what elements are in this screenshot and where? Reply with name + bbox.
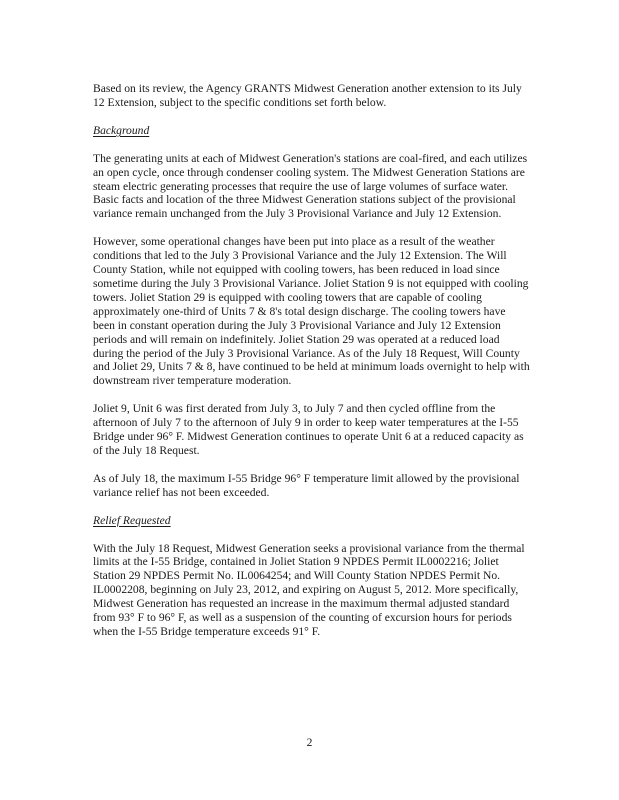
document-body [93,82,530,653]
background-heading [93,124,530,138]
background-paragraph-1: The generating units at each of Midwest Generation's stations are coal-fired, and each utilizes an open cycle, once through condenser cooling system. The Midwest Generation Stations are steam electric generating processes that require the use of large volumes of surface water. Basic facts and location of the three Midwest Generation stations subject of the provisional variance remain unchanged from the July 3 Provisional Variance and July 12 Extension. [93,151,528,221]
background-paragraph-2: However, some operational changes have been put into place as a result of the weather conditions that led to the July 3 Provisional Variance and the July 12 Extension. The Will County Station, while not equipped with cooling towers, has been reduced in load since sometime during the July 3 Provisional Variance. Joliet Station 9 is not equipped with cooling towers. Joliet Station 29 is equipped with cooling towers that are capable of cooling approximately one-third of Units 7 & 8's total design discharge. The cooling towers have been in constant operation during the July 3 Provisional Variance and July 12 Extension periods and will remain on indefinitely. Joliet Station 29 was operated at a reduced load during the period of the July 3 Provisional Variance. As of the July 18 Request, Will County and Joliet 29, Units 7 & 8, have continued to be held at minimum loads overnight to help with downstream river temperature moderation. [93,235,530,388]
relief-heading-text: Relief Requested [93,513,171,527]
page-number: 2 [306,736,313,749]
background-paragraph-4: As of July 18, the maximum I-55 Bridge 96° F temperature limit allowed by the provisional variance relief has not been exceeded. [93,471,520,499]
relief-paragraph-1: With the July 18 Request, Midwest Generation seeks a provisional variance from the thermal limits at the I-55 Bridge, contained in Joliet Station 9 NPDES Permit IL0002216; Joliet Station 29 NPDES Permit No. IL0064254; and Will County Station NPDES Permit No. IL0002208, beginning on July 23, 2012, and expiring on August 5, 2012. More specifically, Midwest Generation has requested an increase in the maximum thermal adjusted standard from 93° F to 96° F, as well as a suspension of the counting of excursion hours for periods when the I-55 Bridge temperature exceeds 91° F. [93,541,525,638]
relief-heading [93,514,530,528]
background-paragraph-3: Joliet 9, Unit 6 was first derated from July 3, to July 7 and then cycled offline from the afternoon of July 7 to the afternoon of July 9 in order to keep water temperatures at the I-55 Bridge under 96° F. Midwest Generation continues to operate Unit 6 at a reduced capacity as of the July 18 Request. [93,402,524,457]
intro-paragraph: Based on its review, the Agency GRANTS Midwest Generation another extension to its July 12 Extension, subject to the specific conditions set forth below. [93,82,522,109]
background-heading-text: Background [93,123,150,137]
